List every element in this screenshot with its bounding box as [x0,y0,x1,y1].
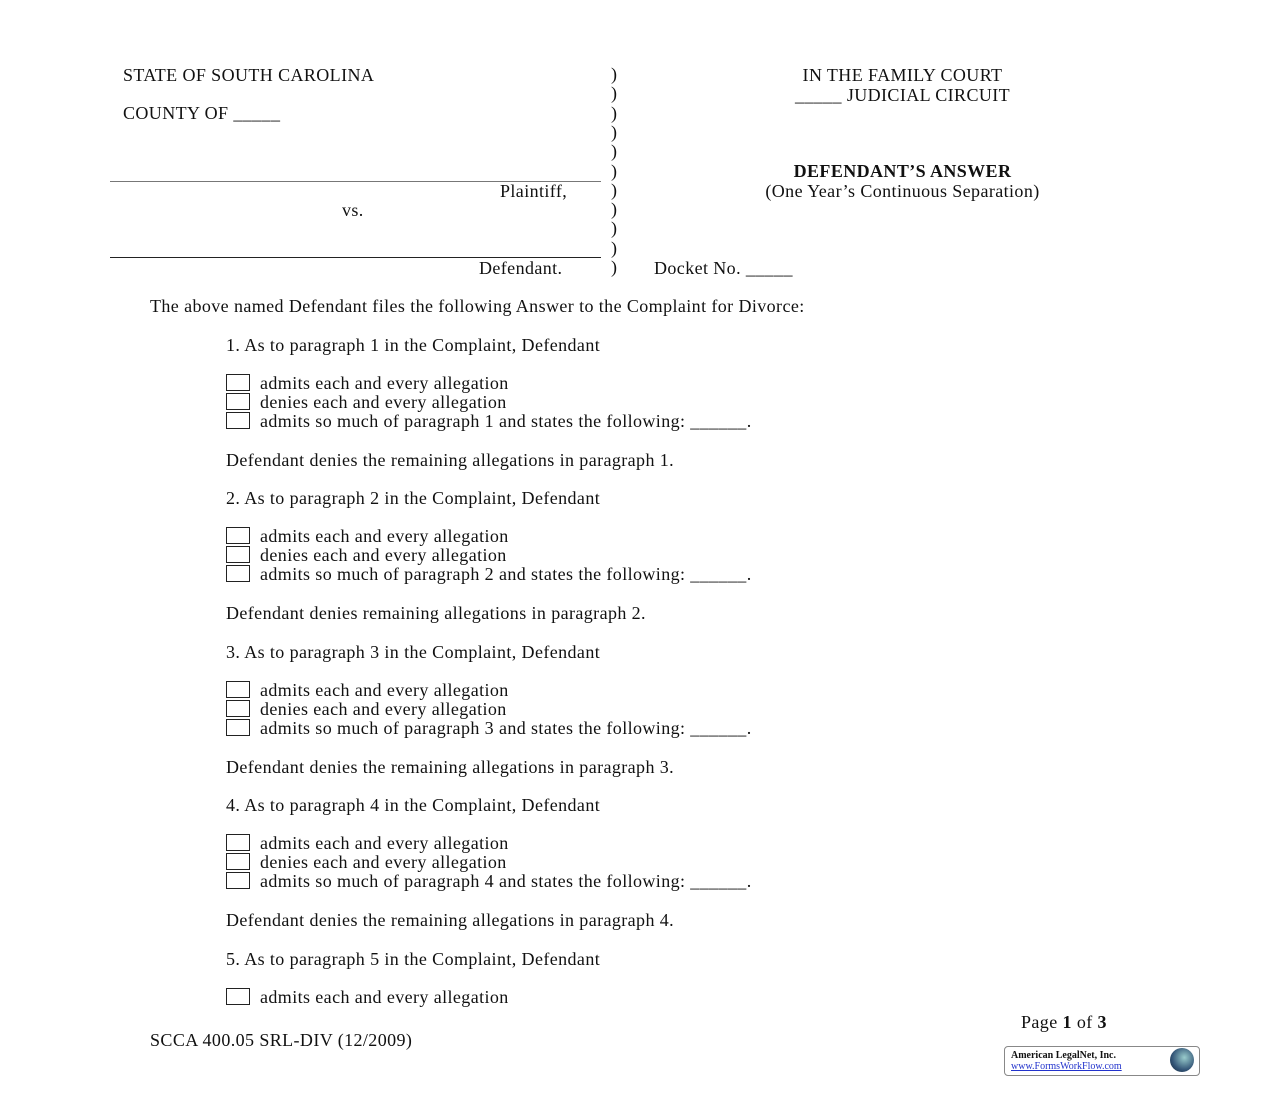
answer-option [226,718,752,738]
option-label: admits so much of paragraph 3 and states the following: ______. [260,717,752,738]
judicial-circuit: _____ JUDICIAL CIRCUIT [794,85,1011,105]
option-checkbox[interactable] [226,546,250,563]
caption-paren: ) [611,83,618,104]
american-legalnet-logo[interactable] [1004,1046,1200,1076]
option-label: admits so much of paragraph 1 and states the following: ______. [260,411,752,431]
caption-paren: ) [611,121,618,142]
current-page: 1 [1062,1012,1072,1032]
caption-paren: ) [611,102,618,123]
answer-option [226,545,507,565]
caption-paren: ) [611,257,618,277]
option-checkbox[interactable] [226,565,250,582]
answer-option [226,852,507,872]
vs-label: vs. [342,200,364,220]
answer-option [226,699,507,719]
state-label: STATE OF SOUTH CAROLINA [123,65,375,85]
globe-icon [1170,1048,1194,1072]
page-label: Page [1021,1012,1058,1032]
answer-paragraph [226,335,1026,485]
option-checkbox[interactable] [226,412,250,429]
paragraph-closing: Defendant denies the remaining allegations in paragraph 3. [226,756,675,777]
document-title: DEFENDANT’S ANSWER [793,161,1012,181]
county-field: COUNTY OF _____ [123,103,281,123]
intro-text: The above named Defendant files the following Answer to the Complaint for Divorce: [150,296,805,316]
answer-option [226,373,509,393]
option-checkbox[interactable] [226,681,250,698]
paragraph-heading: 5. As to paragraph 5 in the Complaint, Defendant [226,948,601,969]
answer-option [226,680,509,700]
option-checkbox[interactable] [226,834,250,851]
option-label: admits each and every allegation [260,833,509,854]
option-checkbox[interactable] [226,527,250,544]
caption-paren: ) [611,237,618,258]
answer-option [226,871,752,891]
answer-paragraph [226,795,1026,945]
option-checkbox[interactable] [226,988,250,1005]
answer-option [226,526,509,546]
total-pages: 3 [1097,1012,1107,1032]
option-checkbox[interactable] [226,374,250,391]
page-number [1021,1012,1107,1032]
option-checkbox[interactable] [226,872,250,889]
plaintiff-label: Plaintiff, [500,181,568,201]
paragraph-closing: Defendant denies remaining allegations in paragraph 2. [226,603,646,624]
option-label: admits each and every allegation [260,526,509,547]
docket-number: Docket No. _____ [654,258,793,278]
caption-paren: ) [611,199,618,220]
answer-option [226,392,507,412]
option-checkbox[interactable] [226,700,250,717]
answer-option [226,833,509,853]
option-label: denies each and every allegation [260,392,507,412]
court-name: IN THE FAMILY COURT [802,65,1003,85]
answer-paragraph [226,488,1026,638]
answer-option [226,987,509,1007]
option-label: denies each and every allegation [260,698,507,719]
option-label: denies each and every allegation [260,852,507,873]
answer-option [226,411,752,431]
answer-paragraph [226,642,1026,792]
of-label: of [1076,1012,1093,1032]
paragraph-heading: 4. As to paragraph 4 in the Complaint, Defendant [226,795,601,816]
logo-company: American LegalNet, Inc. [1011,1050,1116,1061]
paragraph-closing: Defendant denies the remaining allegations in paragraph 4. [226,910,675,931]
paragraph-closing: Defendant denies the remaining allegations in paragraph 1. [226,450,675,470]
caption-paren: ) [611,64,618,84]
document-subtitle: (One Year’s Continuous Separation) [765,181,1040,201]
answer-option [226,564,752,584]
caption-paren: ) [611,218,618,239]
logo-url[interactable]: www.FormsWorkFlow.com [1011,1061,1122,1072]
option-label: admits each and every allegation [260,986,509,1007]
caption-paren: ) [611,179,618,200]
paragraph-heading: 2. As to paragraph 2 in the Complaint, Defendant [226,488,601,509]
paragraph-heading: 1. As to paragraph 1 in the Complaint, Defendant [226,335,601,355]
option-checkbox[interactable] [226,853,250,870]
option-label: admits each and every allegation [260,679,509,700]
option-label: admits so much of paragraph 4 and states the following: ______. [260,871,752,892]
option-checkbox[interactable] [226,393,250,410]
caption-paren: ) [611,141,618,162]
caption-paren: ) [611,160,618,181]
option-checkbox[interactable] [226,719,250,736]
option-label: denies each and every allegation [260,545,507,566]
answer-paragraph [226,949,1026,1099]
option-label: admits each and every allegation [260,373,509,393]
defendant-label: Defendant. [479,258,563,278]
form-id: SCCA 400.05 SRL-DIV (12/2009) [150,1030,413,1050]
paragraph-heading: 3. As to paragraph 3 in the Complaint, Defendant [226,641,601,662]
option-label: admits so much of paragraph 2 and states the following: ______. [260,564,752,585]
